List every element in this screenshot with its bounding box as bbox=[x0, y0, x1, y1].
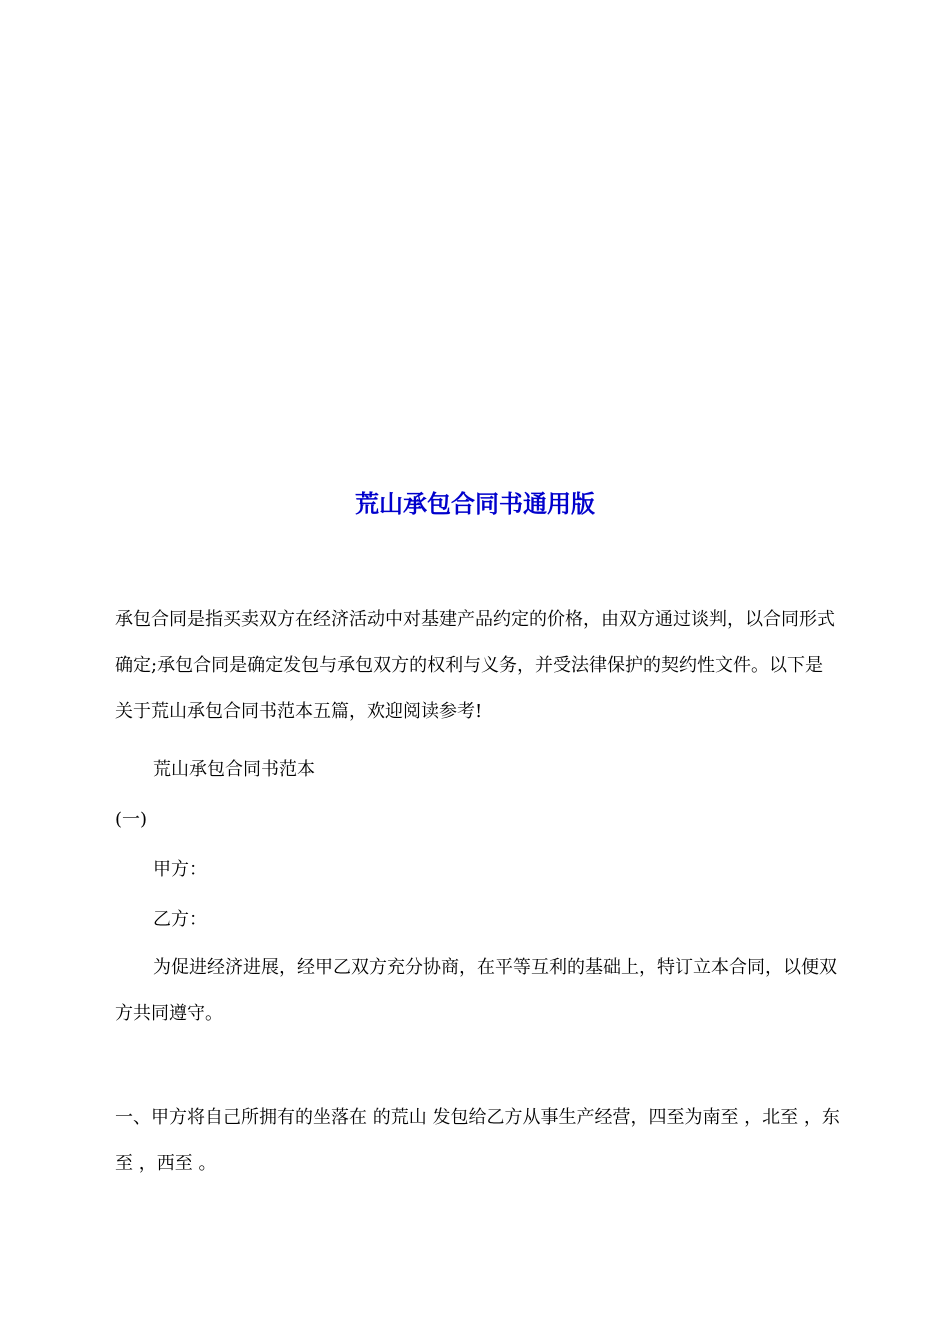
section-number: (一) bbox=[115, 809, 148, 830]
section-subtitle: 荒山承包合同书范本 bbox=[153, 759, 315, 780]
intro-paragraph: 承包合同是指买卖双方在经济活动中对基建产品约定的价格，由双方通过谈判，以合同形式确定;承包合同是确定发包与承包双方的权利与义务，并受法律保护的契约性文件。以下是关于荒山承包合同书范本五篇，欢迎阅读参考! bbox=[115, 609, 835, 722]
purpose-paragraph: 为促进经济进展，经甲乙双方充分协商，在平等互利的基础上，特订立本合同，以便双方共同遵守。 bbox=[115, 957, 837, 1024]
party-a-label: 甲方： bbox=[153, 859, 207, 880]
party-b-label: 乙方： bbox=[153, 909, 207, 930]
clause-1-paragraph: 一、甲方将自己所拥有的坐落在 的荒山 发包给乙方从事生产经营，四至为南至 ，北至 ，东至 ，西至 。 bbox=[115, 1107, 840, 1174]
document-title: 荒山承包合同书通用版 bbox=[355, 489, 595, 518]
